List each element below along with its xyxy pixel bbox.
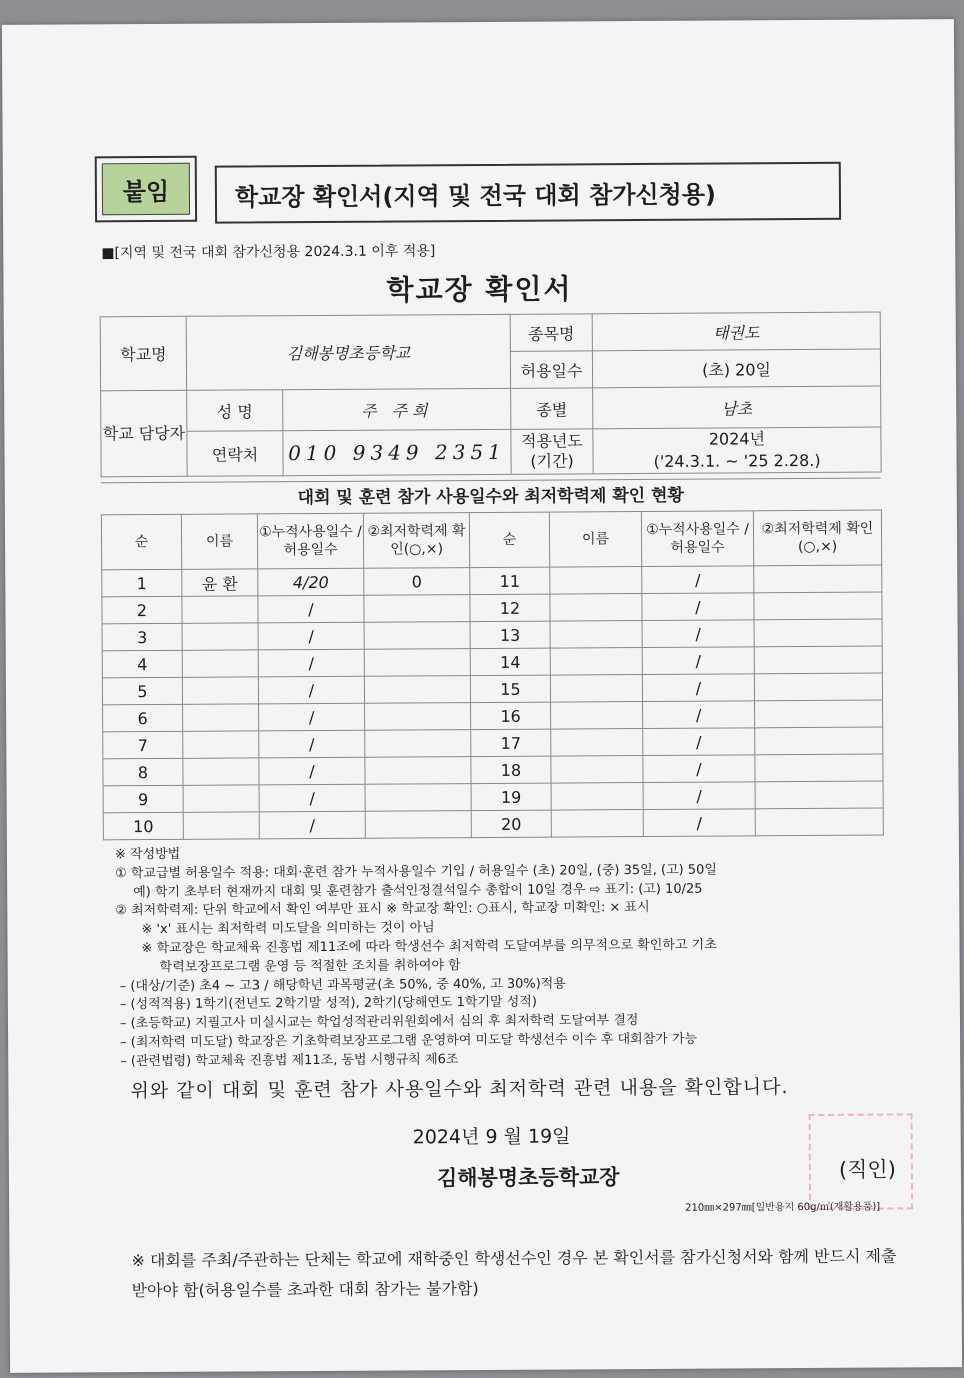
row-no: 11	[470, 567, 550, 594]
usage-rows	[102, 565, 884, 840]
row-days: /	[643, 728, 755, 756]
row-name	[551, 756, 643, 784]
row-no: 5	[102, 677, 182, 704]
header-academic: ②최저학력제 확인(○,×)	[363, 513, 469, 569]
row-no: 17	[471, 729, 551, 756]
row-no: 19	[471, 783, 551, 810]
row-academic	[755, 700, 883, 728]
row-days: /	[643, 701, 755, 729]
signature-date: 2024년 9 월 19일	[412, 1125, 571, 1149]
row-name	[182, 677, 258, 704]
row-name	[551, 783, 643, 811]
row-days: /	[258, 676, 364, 704]
row-academic	[365, 730, 471, 758]
row-no: 20	[471, 810, 551, 837]
row-academic	[754, 565, 882, 593]
row-days: /	[643, 809, 755, 837]
row-name	[551, 810, 643, 838]
row-academic	[754, 646, 882, 674]
row-no: 14	[470, 648, 550, 675]
usage-table	[101, 510, 884, 841]
instruction-line: ② 최저학력제: 단위 학교에서 확인 여부만 표시 ※ 학교장 확인: ○표시, 학교장 미확인: × 표시	[115, 900, 650, 919]
contact-label: 연락처	[187, 431, 283, 477]
header-no: 순	[101, 514, 181, 569]
row-days: /	[258, 595, 364, 623]
row-no: 13	[470, 621, 550, 648]
row-days: /	[642, 566, 754, 594]
header-academic: ②최저학력제 확인(○,×)	[753, 510, 881, 566]
row-days: /	[643, 782, 755, 810]
row-days: /	[258, 622, 364, 650]
school-info-table	[100, 312, 882, 478]
allowed-days-value: (초) 20일	[592, 349, 880, 388]
document-title: 학교장 확인서	[386, 272, 573, 307]
principal-title: 김해봉명초등학교장	[436, 1165, 620, 1191]
row-name	[183, 758, 259, 785]
row-name	[550, 675, 642, 703]
row-name	[550, 594, 642, 622]
row-days: /	[259, 703, 365, 731]
row-name	[550, 648, 642, 676]
manager-label: 학교 담당자	[101, 390, 188, 477]
instruction-line: ※ 학교장은 학교체육 진흥법 제11조에 따라 학생선수 최저학력 도달여부를 의무적으로 확인하고 기초	[141, 937, 717, 957]
header-days: ①누적사용일수 /허용일수	[641, 511, 753, 567]
instruction-line: – (최저학력 미도달) 학교장은 기초학력보장프로그램 운영하여 미도달 학생선수 이수 후 대회참가 가능	[120, 1031, 698, 1051]
instruction-line: 학력보장프로그램 운영 등 적절한 조치를 취하여야 함	[159, 957, 461, 975]
row-academic	[754, 673, 882, 701]
header-days: ①누적사용일수 /허용일수	[257, 513, 363, 569]
category-value: 남초	[593, 386, 881, 429]
instruction-line: ① 학교급별 허용일수 적용: 대회·훈련 참가 누적사용일수 기입 / 허용일수 (초) 20일, (중) 35일, (고) 50일	[115, 862, 717, 882]
attachment-tag	[95, 156, 197, 223]
instruction-line: – (대상/기준) 초4 ~ 고3 / 해당학년 과목평균(초 50%, 중 40%, 고 30%)적용	[119, 976, 566, 994]
row-days: /	[642, 674, 754, 702]
row-no: 1	[102, 569, 182, 596]
row-name	[183, 704, 259, 731]
row-days: /	[259, 757, 365, 785]
instruction-line: ※ 'x' 표시는 최저학력 미도달을 의미하는 것이 아님	[141, 920, 435, 938]
name-label: 성 명	[187, 390, 283, 432]
row-academic	[755, 781, 883, 809]
row-academic	[364, 622, 470, 650]
usage-table-title: 대회 및 훈련 참가 사용일수와 최저학력제 확인 현황	[101, 478, 881, 516]
row-academic	[754, 619, 882, 647]
row-no: 9	[103, 785, 183, 812]
row-days: /	[642, 647, 754, 675]
manager-name: 주 주희	[283, 388, 511, 430]
row-name	[182, 650, 258, 677]
period-value: ('24.3.1. ~ '25 2.28.)	[653, 450, 821, 471]
row-days: /	[258, 649, 364, 677]
row-academic	[365, 784, 471, 812]
school-name: 김해봉명초등학교	[186, 314, 510, 390]
attachment-tag-label: 붙임	[102, 163, 190, 216]
year-value: 2024년	[708, 429, 766, 449]
paper-spec: 210㎜×297㎜[일반용지 60g/㎡(재활용품)]	[685, 1201, 881, 1214]
row-academic	[755, 727, 883, 755]
seal-label: (직인)	[838, 1157, 896, 1182]
header-name: 이름	[549, 512, 641, 568]
row-days: /	[259, 784, 365, 812]
contact-value: 010 9349 2351	[283, 429, 511, 475]
header-name: 이름	[181, 514, 257, 569]
row-name	[551, 702, 643, 730]
submission-footnote: ※ 대회를 주최/주관하는 단체는 학교에 재학중인 학생선수인 경우 본 확인서를 참가신청서와 함께 반드시 제출받아야 함(허용일수를 초과한 대회 참가는 불가함)	[131, 1246, 897, 1301]
instruction-line: ※ 작성방법	[114, 846, 181, 863]
row-no: 2	[102, 596, 182, 623]
header-no: 순	[469, 512, 549, 567]
row-days: /	[259, 730, 365, 758]
instruction-line: 예) 학기 초부터 현재까지 대회 및 훈련참가 출석인정결석일수 총합이 10일 경우 ⇨ 표기: (고) 10/25	[133, 881, 703, 900]
row-no: 18	[471, 756, 551, 783]
row-name	[183, 731, 259, 758]
row-name	[550, 621, 642, 649]
row-academic	[755, 754, 883, 782]
row-no: 4	[102, 650, 182, 677]
row-academic	[755, 808, 883, 836]
row-no: 10	[103, 812, 183, 839]
table-row	[103, 808, 883, 840]
sport-value: 태권도	[592, 312, 880, 351]
instruction-line: – (초등학교) 지필고사 미실시교는 학업성적관리위원회에서 심의 후 최저학력 도달여부 결정	[119, 1013, 639, 1032]
row-name	[550, 567, 642, 595]
row-name	[182, 596, 258, 623]
row-no: 16	[471, 702, 551, 729]
usage-header-row	[101, 510, 881, 570]
applicability-note: ■[지역 및 전국 대회 참가신청용 2024.3.1 이후 적용]	[101, 243, 436, 262]
row-days: 4/20	[258, 568, 364, 596]
sport-label: 종목명	[510, 314, 592, 352]
row-academic	[364, 676, 470, 704]
allowed-days-label: 허용일수	[510, 351, 592, 389]
row-academic: 0	[364, 568, 470, 596]
row-no: 3	[102, 623, 182, 650]
row-no: 15	[470, 675, 550, 702]
row-academic	[754, 592, 882, 620]
confirmation-statement: 위와 같이 대회 및 훈련 참가 사용일수와 최저학력 관련 내용을 확인합니다.	[130, 1076, 789, 1103]
school-label: 학교명	[100, 316, 186, 391]
row-name	[183, 785, 259, 812]
row-name	[551, 729, 643, 757]
instruction-line: – (성적적용) 1학기(전년도 2학기말 성적), 2학기(당해연도 1학기말 성적)	[119, 995, 537, 1013]
row-name	[182, 623, 258, 650]
row-academic	[364, 649, 470, 677]
row-name	[183, 812, 259, 839]
row-academic	[364, 595, 470, 623]
row-no: 7	[103, 731, 183, 758]
row-days: /	[642, 620, 754, 648]
row-days: /	[642, 593, 754, 621]
year-cell	[593, 427, 881, 474]
row-no: 6	[103, 704, 183, 731]
document-page	[2, 19, 962, 1373]
category-label: 종별	[511, 388, 593, 430]
row-days: /	[643, 755, 755, 783]
instruction-line: – (관련법령) 학교체육 진흥법 제11조, 동법 시행규칙 제6조	[120, 1051, 459, 1069]
row-academic	[365, 811, 471, 839]
row-days: /	[259, 811, 365, 839]
row-no: 12	[470, 594, 550, 621]
year-label: 적용년도 (기간)	[511, 429, 593, 475]
row-academic	[365, 703, 471, 731]
row-no: 8	[103, 758, 183, 785]
row-academic	[365, 757, 471, 785]
instructions	[115, 841, 906, 1071]
header-title: 학교장 확인서(지역 및 전국 대회 참가신청용)	[215, 162, 841, 224]
row-name: 윤 환	[182, 569, 258, 596]
